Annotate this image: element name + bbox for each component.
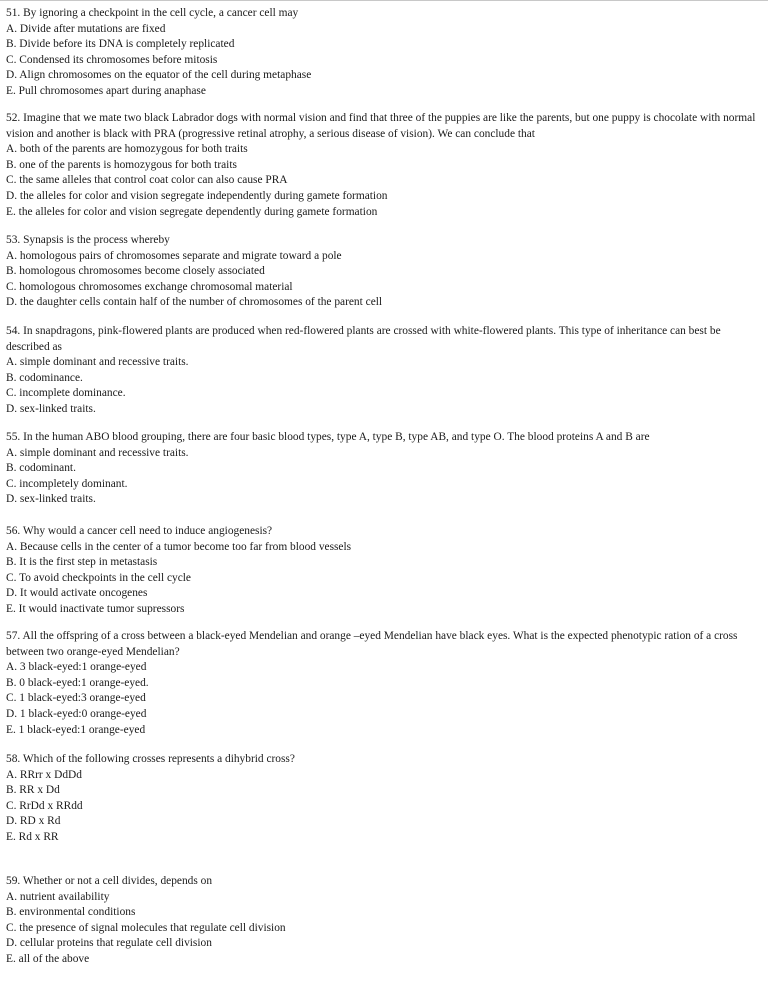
option-a: A. homologous pairs of chromosomes separate and migrate toward a pole <box>6 249 342 262</box>
option-b: B. one of the parents is homozygous for both traits <box>6 158 237 171</box>
option-b: B. codominance. <box>6 371 83 384</box>
question-stem: 57. All the offspring of a cross between a black-eyed Mendelian and orange –eyed Mendelian have black eyes. What is the expected phenotypic ration of a cross between two orange-eyed Mendelian? <box>6 630 738 658</box>
option-c: C. the same alleles that control coat color can also cause PRA <box>6 174 288 187</box>
question-56 <box>6 524 758 618</box>
question-stem: 53. Synapsis is the process whereby <box>6 234 170 246</box>
question-stem: 52. Imagine that we mate two black Labrador dogs with normal vision and find that three of the puppies are like the parents, but one puppy is chocolate with normal vision and another is black with PRA (progressive retinal atrophy, a serious disease of vision). We can conclude that <box>6 112 756 140</box>
option-a: A. nutrient availability <box>6 890 110 903</box>
option-a: A. simple dominant and recessive traits. <box>6 446 189 459</box>
option-e: E. Pull chromosomes apart during anaphase <box>6 84 206 97</box>
question-stem: 54. In snapdragons, pink-flowered plants are produced when red-flowered plants are crossed with white-flowered plants. This type of inheritance can best be described as <box>6 325 721 353</box>
option-a: A. Divide after mutations are fixed <box>6 22 166 35</box>
question-55 <box>6 430 758 508</box>
option-c: C. To avoid checkpoints in the cell cycle <box>6 571 191 584</box>
option-b: B. homologous chromosomes become closely associated <box>6 265 265 278</box>
option-e: E. the alleles for color and vision segregate dependently during gamete formation <box>6 205 378 218</box>
question-59 <box>6 874 758 968</box>
question-stem: 59. Whether or not a cell divides, depends on <box>6 875 213 887</box>
option-e: E. It would inactivate tumor supressors <box>6 602 185 615</box>
option-c: C. 1 black-eyed:3 orange-eyed <box>6 692 146 705</box>
option-d: D. sex-linked traits. <box>6 493 96 506</box>
option-c: C. Condensed its chromosomes before mitosis <box>6 53 218 66</box>
option-b: B. Divide before its DNA is completely replicated <box>6 38 235 51</box>
option-d: D. Align chromosomes on the equator of the cell during metaphase <box>6 69 312 82</box>
option-d: D. RD x Rd <box>6 815 61 828</box>
question-stem: 55. In the human ABO blood grouping, there are four basic blood types, type A, type B, type AB, and type O. The blood proteins A and B are <box>6 431 650 443</box>
option-a: A. RRrr x DdDd <box>6 768 82 781</box>
question-52 <box>6 111 758 220</box>
question-51 <box>6 6 758 100</box>
option-b: B. codominant. <box>6 462 76 475</box>
option-c: C. homologous chromosomes exchange chromosomal material <box>6 280 293 293</box>
question-stem: 58. Which of the following crosses represents a dihybrid cross? <box>6 753 295 765</box>
option-b: B. It is the first step in metastasis <box>6 556 158 569</box>
option-b: B. RR x Dd <box>6 784 60 797</box>
option-a: A. simple dominant and recessive traits. <box>6 356 189 369</box>
question-54 <box>6 324 758 418</box>
option-e: E. 1 black-eyed:1 orange-eyed <box>6 723 146 736</box>
option-b: B. 0 black-eyed:1 orange-eyed. <box>6 676 149 689</box>
option-c: C. RrDd x RRdd <box>6 799 83 812</box>
option-c: C. incomplete dominance. <box>6 387 126 400</box>
question-53 <box>6 233 758 311</box>
option-c: C. incompletely dominant. <box>6 477 128 490</box>
question-stem: 51. By ignoring a checkpoint in the cell cycle, a cancer cell may <box>6 7 299 19</box>
question-58 <box>6 752 758 846</box>
option-a: A. 3 black-eyed:1 orange-eyed <box>6 661 147 674</box>
question-stem: 56. Why would a cancer cell need to induce angiogenesis? <box>6 525 273 537</box>
option-e: E. Rd x RR <box>6 830 59 843</box>
option-a: A. Because cells in the center of a tumor become too far from blood vessels <box>6 540 352 553</box>
option-c: C. the presence of signal molecules that regulate cell division <box>6 921 286 934</box>
option-d: D. the daughter cells contain half of the number of chromosomes of the parent cell <box>6 296 383 309</box>
option-a: A. both of the parents are homozygous for both traits <box>6 143 248 156</box>
top-divider <box>0 0 768 1</box>
option-d: D. sex-linked traits. <box>6 402 96 415</box>
option-e: E. all of the above <box>6 952 90 965</box>
option-d: D. cellular proteins that regulate cell division <box>6 937 212 950</box>
option-d: D. the alleles for color and vision segregate independently during gamete formation <box>6 189 388 202</box>
option-b: B. environmental conditions <box>6 906 136 919</box>
question-57 <box>6 629 758 738</box>
option-d: D. It would activate oncogenes <box>6 587 148 600</box>
option-d: D. 1 black-eyed:0 orange-eyed <box>6 707 147 720</box>
